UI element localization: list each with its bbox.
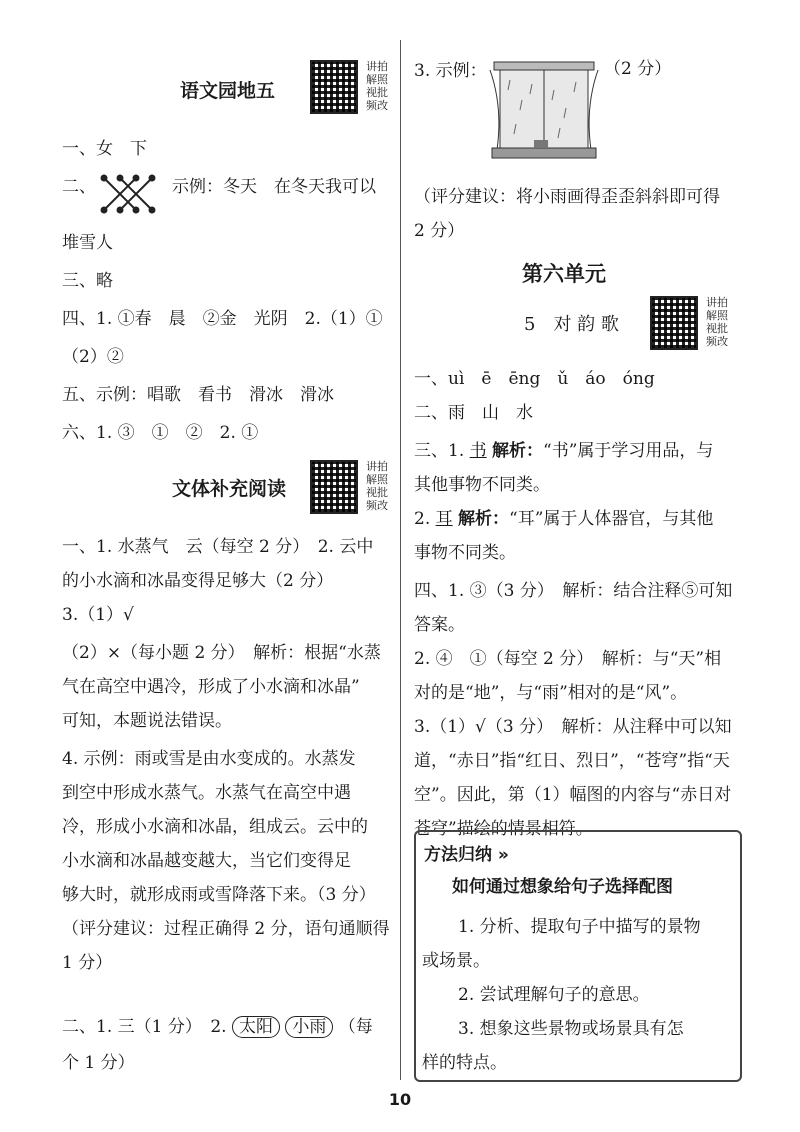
section-title-wenti-reading: 文体补充阅读: [172, 478, 287, 500]
answer-line: 堆雪人: [62, 233, 113, 253]
answer-line: （评分建议：将小雨画得歪歪斜斜即可得: [414, 187, 720, 207]
method-subtitle: 如何通过想象给句子选择配图: [452, 877, 673, 897]
answer-line: （2）②: [62, 347, 124, 367]
section-title-yuwen-yuandi: 语文园地五: [180, 80, 276, 102]
qr-code-icon: [650, 296, 698, 350]
answer-line: 苍穹”描绘的情景相符。: [414, 819, 593, 839]
answer-line: 1 分）: [62, 953, 113, 973]
answer-line: 四、1. ①春 晨 ②金 光阴 2.（1）①: [62, 309, 383, 329]
circled-answer: 小雨: [285, 1016, 333, 1038]
column-divider: [400, 40, 401, 1080]
answer-line: 对的是“地”，与“雨”相对的是“风”。: [414, 683, 688, 703]
answer-score: （2 分）: [604, 59, 672, 79]
qr-code-icon: [310, 460, 358, 514]
answer-line: 示例：冬天 在冬天我可以: [172, 177, 376, 197]
answer-line: 3.（1）√（3 分） 解析：从注释中可以知: [414, 717, 732, 737]
answer-line: 一、女 下: [62, 139, 147, 159]
answer-line: [414, 508, 713, 530]
underlined-answer: 耳: [435, 509, 453, 529]
method-item: 3. 想象这些景物或场景具有怎: [458, 1019, 684, 1039]
method-item: 或场景。: [422, 951, 490, 971]
qr-code-icon: [310, 60, 358, 114]
answer-line: 小水滴和冰晶越变越大，当它们变得足: [62, 851, 351, 871]
answer-line: 五、示例：唱歌 看书 滑冰 滑冰: [62, 385, 334, 405]
method-item: 1. 分析、提取句子中描写的景物: [458, 917, 701, 937]
answer-line: 事物不同类。: [414, 543, 516, 563]
answer-line: 可知，本题说法错误。: [62, 711, 232, 731]
circled-answer: 太阳: [232, 1016, 280, 1038]
answer-line: （评分建议：过程正确得 2 分，语句通顺得: [62, 919, 390, 939]
answer-line: [62, 1016, 373, 1038]
qr-label: 讲拍解照视批频改: [366, 460, 388, 512]
unit-title: 第六单元: [522, 262, 606, 286]
analysis-tag: 解析：: [458, 509, 510, 529]
answer-line: 其他事物不同类。: [414, 475, 550, 495]
underlined-answer: 书: [469, 441, 487, 461]
answer-prefix: 三、1.: [414, 441, 465, 461]
method-summary-box: [414, 830, 742, 1082]
method-item: 样的特点。: [422, 1053, 507, 1073]
answer-prefix: 二、: [62, 177, 96, 197]
answer-prefix: 二、1. 三（1 分） 2.: [62, 1017, 227, 1037]
method-heading: 方法归纳 »: [424, 845, 509, 865]
analysis-text: “耳”属于人体器官，与其他: [509, 509, 714, 529]
answer-line: 六、1. ③ ① ② 2. ①: [62, 423, 259, 443]
answer-line: 道，“赤日”指“红日、烈日”，“苍穹”指“天: [414, 751, 730, 771]
analysis-text: “书”属于学习用品，与: [543, 441, 714, 461]
qr-label: 讲拍解照视批频改: [366, 60, 388, 112]
answer-prefix: 2.: [414, 509, 431, 529]
answer-line: 一、1. 水蒸气 云（每空 2 分） 2. 云中: [62, 537, 374, 557]
analysis-tag: 解析：: [492, 441, 544, 461]
answer-line: 2 分）: [414, 221, 465, 241]
answer-line: （2）×（每小题 2 分） 解析：根据“水蒸: [62, 643, 381, 663]
answer-line: 答案。: [414, 615, 465, 635]
answer-line: 三、略: [62, 271, 113, 291]
lesson-title: 5 对 韵 歌: [524, 314, 619, 335]
answer-line: 二、雨 山 水: [414, 403, 533, 423]
answer-line: 3. 示例：: [414, 61, 487, 81]
answer-suffix: （每: [338, 1017, 373, 1037]
answer-line: 3.（1）√: [62, 605, 134, 625]
method-item: 2. 尝试理解句子的意思。: [458, 985, 650, 1005]
answer-line: 一、uì ē ēng ǔ áo óng: [414, 369, 655, 389]
answer-line: 个 1 分）: [62, 1053, 135, 1073]
page-number: 10: [388, 1090, 412, 1109]
answer-line: 气在高空中遇冷，形成了小水滴和冰晶”: [62, 677, 360, 697]
answer-line: 2. ④ ①（每空 2 分） 解析：与“天”相: [414, 649, 722, 669]
answer-line: 够大时，就形成雨或雪降落下来。（3 分）: [62, 885, 376, 905]
window-rain-illustration: [488, 60, 600, 168]
answer-line: 空”。因此，第（1）幅图的内容与“赤日对: [414, 785, 732, 805]
answer-line: 的小水滴和冰晶变得足够大（2 分）: [62, 571, 334, 591]
answer-line: 到空中形成水蒸气。水蒸气在高空中遇: [62, 783, 351, 803]
matching-lines-icon: [98, 172, 162, 216]
answer-line: [414, 440, 713, 462]
qr-label: 讲拍解照视批频改: [706, 296, 728, 348]
answer-line: 冷，形成小水滴和冰晶，组成云。云中的: [62, 817, 368, 837]
answer-line: 4. 示例：雨或雪是由水变成的。水蒸发: [62, 749, 356, 769]
answer-line: 四、1. ③（3 分） 解析：结合注释⑤可知: [414, 581, 733, 601]
